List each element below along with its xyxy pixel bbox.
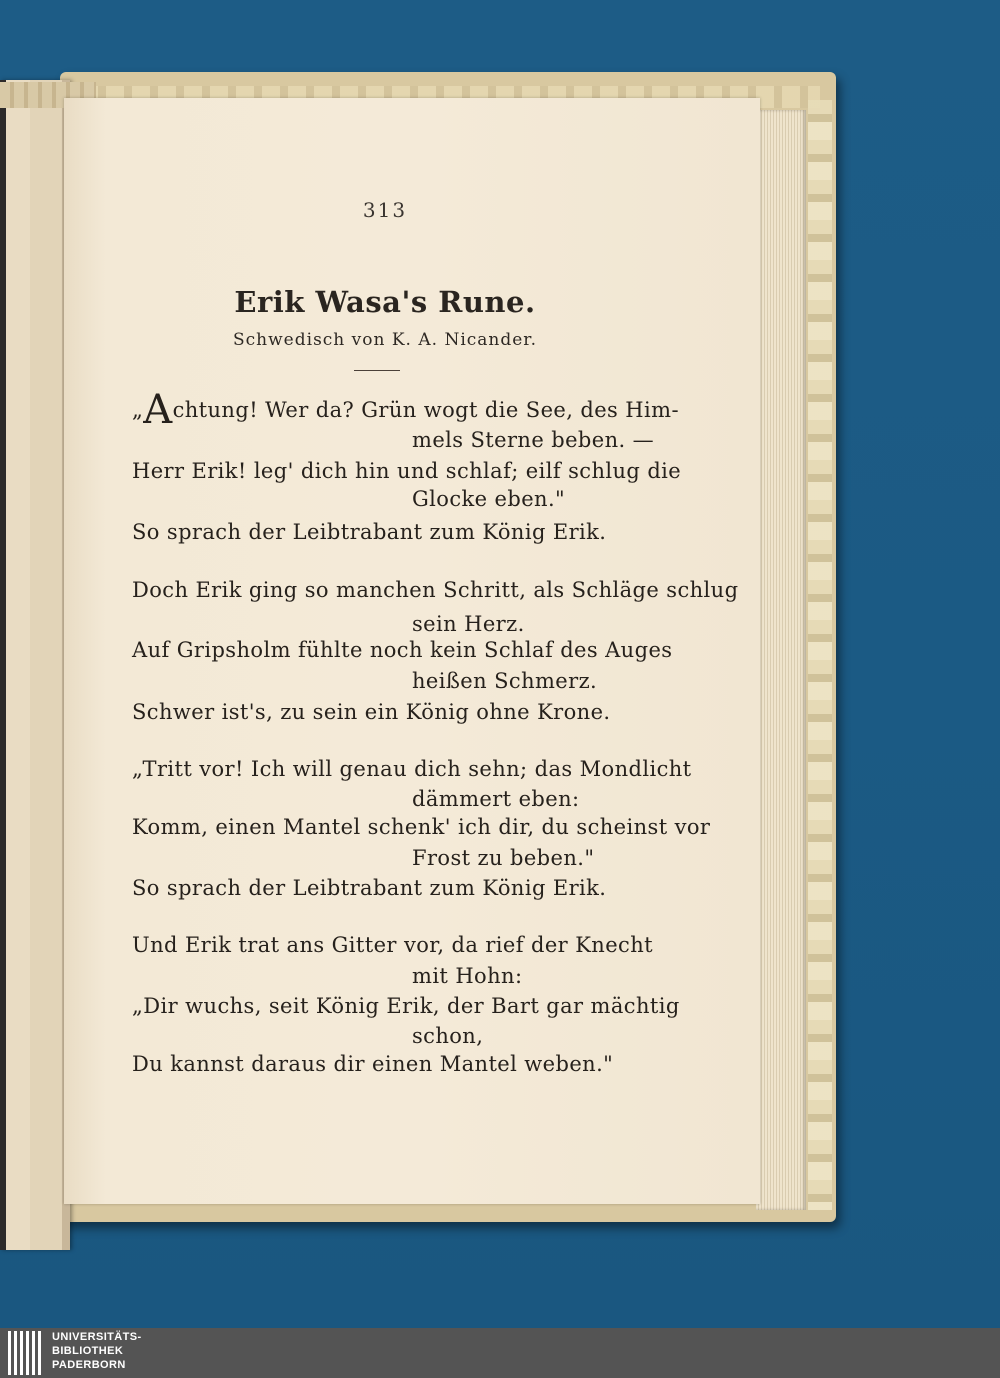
page-stack-edge <box>756 110 806 1210</box>
verse-open-quote: „ <box>132 398 144 422</box>
logo-text-line1: UNIVERSITÄTS- <box>52 1331 142 1343</box>
verse-line: So sprach der Leibtrabant zum König Erik. <box>132 876 607 900</box>
verse-line: Und Erik trat ans Gitter vor, da rief der Knecht <box>132 933 653 957</box>
left-page-spine <box>0 80 70 1250</box>
verse-line-continuation: dämmert eben: <box>412 787 580 811</box>
verse-line: Du kannst daraus dir einen Mantel weben." <box>132 1052 614 1076</box>
verse-text: chtung! Wer da? Grün wogt die See, des Him- <box>172 398 679 422</box>
verse-line-continuation: mit Hohn: <box>412 964 523 988</box>
library-footer <box>0 1328 1000 1378</box>
verse-line: „Dir wuchs, seit König Erik, der Bart gar mächtig <box>132 994 680 1018</box>
verse-line-continuation: sein Herz. <box>412 612 525 636</box>
verse-line-continuation: schon, <box>412 1024 484 1048</box>
verse-line: Doch Erik ging so manchen Schritt, als Schläge schlug <box>132 578 739 602</box>
page-number: 313 <box>362 198 408 222</box>
logo-text-line3: PADERBORN <box>52 1359 126 1371</box>
verse-line: Auf Gripsholm fühlte noch kein Schlaf des Auges <box>132 638 673 662</box>
cover-side-pattern <box>808 100 832 1210</box>
logo-text-line2: BIBLIOTHEK <box>52 1345 124 1357</box>
title-rule <box>354 370 400 371</box>
verse-initial: A <box>143 387 173 433</box>
verse-line-continuation: Glocke eben." <box>412 487 566 511</box>
verse-line: Komm, einen Mantel schenk' ich dir, du scheinst vor <box>132 815 711 839</box>
verse-line: „Tritt vor! Ich will genau dich sehn; das Mondlicht <box>132 757 692 781</box>
verse-line <box>132 387 679 433</box>
verse-line: Herr Erik! leg' dich hin und schlaf; eilf schlug die <box>132 459 682 483</box>
poem-title: Erik Wasa's Rune. <box>234 285 536 319</box>
verse-line: So sprach der Leibtrabant zum König Erik. <box>132 520 607 544</box>
verse-line-continuation: mels Sterne beben. — <box>412 428 655 452</box>
library-logo-icon <box>8 1331 46 1375</box>
verse-line: Schwer ist's, zu sein ein König ohne Krone. <box>132 700 611 724</box>
verse-line-continuation: heißen Schmerz. <box>412 669 598 693</box>
verse-line-continuation: Frost zu beben." <box>412 846 595 870</box>
poem-subtitle: Schwedisch von K. A. Nicander. <box>233 330 537 350</box>
